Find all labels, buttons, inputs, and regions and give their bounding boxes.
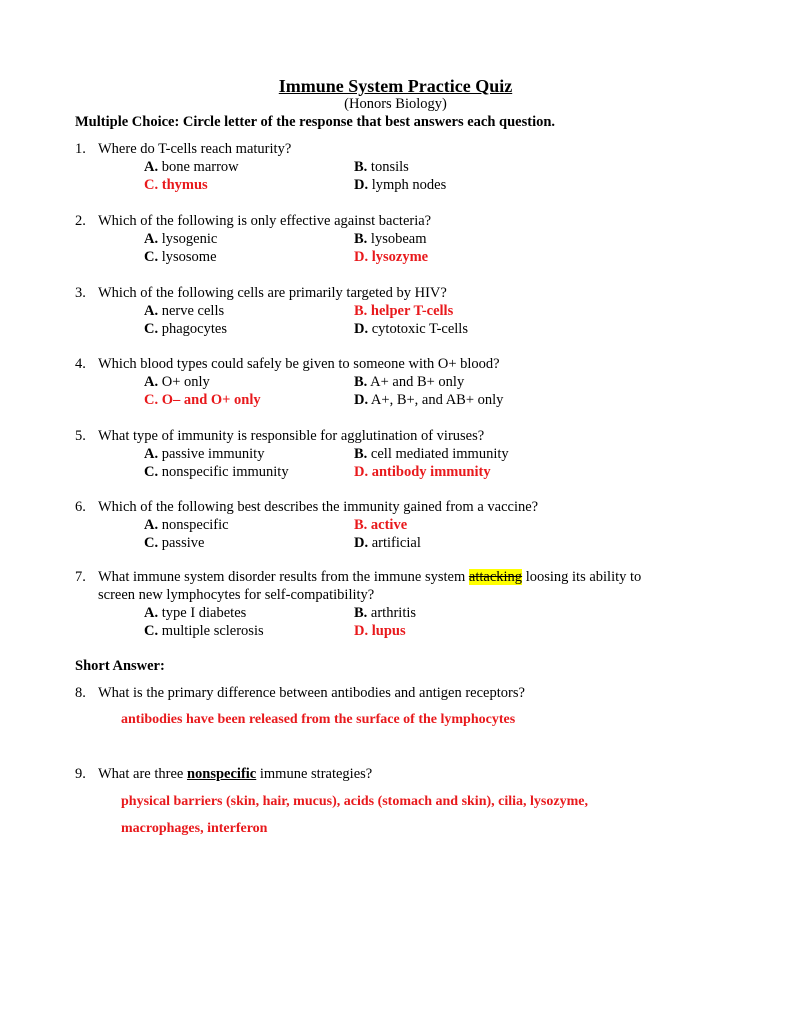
question-number: 3. xyxy=(75,285,86,301)
option-letter: C. xyxy=(144,321,159,337)
question-text: Which of the following best describes the immunity gained from a vaccine? xyxy=(98,499,539,515)
answer-option-c[interactable] xyxy=(144,464,289,481)
option-letter: B. xyxy=(354,446,368,462)
struck-word: attacking xyxy=(468,569,523,585)
emphasis-word: nonspecific xyxy=(186,766,257,782)
option-text: multiple sclerosis xyxy=(158,623,264,639)
option-letter: C. xyxy=(144,623,159,639)
short-answer-heading: Short Answer: xyxy=(75,658,165,674)
option-text: lupus xyxy=(368,623,406,639)
answer-option-c[interactable] xyxy=(144,392,261,409)
option-text: artificial xyxy=(368,535,421,551)
option-letter: B. xyxy=(354,231,368,247)
option-text: lysogenic xyxy=(158,231,218,247)
question-number: 2. xyxy=(75,213,86,229)
question-text: Which of the following cells are primarily targeted by HIV? xyxy=(98,285,447,301)
question-text: Where do T-cells reach maturity? xyxy=(98,141,292,157)
option-text: nonspecific xyxy=(158,517,229,533)
answer-option-b[interactable] xyxy=(354,303,453,320)
question-text-before: What immune system disorder results from the immune system xyxy=(98,569,469,585)
question-text xyxy=(98,569,641,586)
instructions: Multiple Choice: Circle letter of the response that best answers each question. xyxy=(75,114,556,130)
answer-option-d[interactable] xyxy=(354,321,468,338)
page-title: Immune System Practice Quiz xyxy=(278,76,513,96)
answer-option-b[interactable] xyxy=(354,605,416,622)
answer-option-c[interactable] xyxy=(144,177,208,194)
option-letter: D. xyxy=(354,177,369,193)
option-text: active xyxy=(367,517,408,533)
answer-option-d[interactable] xyxy=(354,177,446,194)
option-letter: C. xyxy=(144,392,159,408)
option-letter: A. xyxy=(144,605,159,621)
answer-option-c[interactable] xyxy=(144,535,204,552)
option-letter: C. xyxy=(144,464,159,480)
answer-option-c[interactable] xyxy=(144,249,217,266)
answer-option-d[interactable] xyxy=(354,535,421,552)
question-number: 9. xyxy=(75,766,86,782)
question-text: What is the primary difference between antibodies and antigen receptors? xyxy=(98,685,525,701)
option-text: passive immunity xyxy=(158,446,265,462)
answer-option-b[interactable] xyxy=(354,231,427,248)
question-text-before: What are three xyxy=(98,766,187,782)
answer-option-b[interactable] xyxy=(354,374,464,391)
option-text: antibody immunity xyxy=(368,464,491,480)
answer-option-c[interactable] xyxy=(144,321,227,338)
question-number: 8. xyxy=(75,685,86,701)
question-text-after: immune strategies? xyxy=(256,766,373,782)
option-letter: D. xyxy=(354,249,369,265)
option-text: arthritis xyxy=(367,605,417,621)
option-text: O+ only xyxy=(158,374,210,390)
question-number: 5. xyxy=(75,428,86,444)
answer-option-a[interactable] xyxy=(144,303,224,320)
option-letter: B. xyxy=(354,605,368,621)
option-text: nonspecific immunity xyxy=(158,464,289,480)
option-letter: D. xyxy=(354,392,369,408)
answer-option-d[interactable] xyxy=(354,464,491,481)
option-letter: B. xyxy=(354,374,368,390)
option-text: lysobeam xyxy=(367,231,427,247)
answer-option-a[interactable] xyxy=(144,446,264,463)
option-letter: A. xyxy=(144,231,159,247)
answer-option-a[interactable] xyxy=(144,231,217,248)
question-number: 1. xyxy=(75,141,86,157)
option-text: thymus xyxy=(158,177,208,193)
option-text: tonsils xyxy=(367,159,409,175)
option-text: phagocytes xyxy=(158,321,227,337)
option-letter: D. xyxy=(354,623,369,639)
question-text-line2: screen new lymphocytes for self-compatibility? xyxy=(98,587,375,603)
question-text: Which blood types could safely be given to someone with O+ blood? xyxy=(98,356,500,372)
option-letter: C. xyxy=(144,177,159,193)
answer-option-b[interactable] xyxy=(354,446,509,463)
option-letter: B. xyxy=(354,517,368,533)
option-letter: B. xyxy=(354,159,368,175)
answer-option-b[interactable] xyxy=(354,517,407,534)
option-text: helper T-cells xyxy=(367,303,454,319)
answer-option-a[interactable] xyxy=(144,374,210,391)
answer-text: antibodies have been released from the surface of the lymphocytes xyxy=(121,712,516,727)
option-letter: A. xyxy=(144,374,159,390)
answer-option-b[interactable] xyxy=(354,159,409,176)
option-text: O– and O+ only xyxy=(158,392,261,408)
answer-option-a[interactable] xyxy=(144,517,229,534)
option-text: lysozyme xyxy=(368,249,429,265)
option-letter: A. xyxy=(144,303,159,319)
option-text: cell mediated immunity xyxy=(367,446,509,462)
option-text: cytotoxic T-cells xyxy=(368,321,468,337)
option-text: A+ and B+ only xyxy=(367,374,465,390)
option-letter: D. xyxy=(354,321,369,337)
answer-text-line2: macrophages, interferon xyxy=(121,821,268,836)
option-letter: D. xyxy=(354,464,369,480)
option-letter: C. xyxy=(144,535,159,551)
option-text: lymph nodes xyxy=(368,177,447,193)
option-text: type I diabetes xyxy=(158,605,247,621)
answer-option-c[interactable] xyxy=(144,623,264,640)
question-number: 4. xyxy=(75,356,86,372)
answer-option-a[interactable] xyxy=(144,159,239,176)
answer-option-a[interactable] xyxy=(144,605,246,622)
answer-text-line1: physical barriers (skin, hair, mucus), acids (stomach and skin), cilia, lysozyme, xyxy=(121,794,588,809)
page-subtitle: (Honors Biology) xyxy=(344,96,447,112)
question-text xyxy=(98,766,372,783)
answer-option-d[interactable] xyxy=(354,392,503,409)
option-letter: D. xyxy=(354,535,369,551)
question-number: 6. xyxy=(75,499,86,515)
option-text: bone marrow xyxy=(158,159,239,175)
option-letter: A. xyxy=(144,159,159,175)
option-text: lysosome xyxy=(158,249,217,265)
option-text: nerve cells xyxy=(158,303,225,319)
option-letter: B. xyxy=(354,303,368,319)
question-text: Which of the following is only effective against bacteria? xyxy=(98,213,432,229)
question-number: 7. xyxy=(75,569,86,585)
answer-option-d[interactable] xyxy=(354,249,428,266)
option-letter: C. xyxy=(144,249,159,265)
question-text-after: loosing its ability to xyxy=(522,569,642,585)
option-letter: A. xyxy=(144,446,159,462)
question-text: What type of immunity is responsible for agglutination of viruses? xyxy=(98,428,485,444)
answer-option-d[interactable] xyxy=(354,623,406,640)
option-text: passive xyxy=(158,535,205,551)
option-text: A+, B+, and AB+ only xyxy=(368,392,504,408)
option-letter: A. xyxy=(144,517,159,533)
